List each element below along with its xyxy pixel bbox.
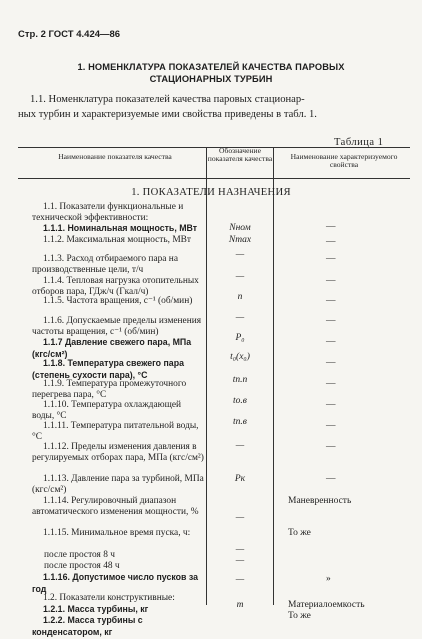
section-heading: 1. ПОКАЗАТЕЛИ НАЗНАЧЕНИЯ [131,187,291,198]
symbol-dash-r7: — [235,313,245,323]
property-dash-r10: — [326,379,336,389]
page-header: Стр. 2 ГОСТ 4.424—86 [18,29,121,40]
symbol-pk: Pк [234,474,246,484]
property-manoeuvrability: Маневренность [288,496,352,506]
row-1-1-3: 1.1.3. Расход отбираемого пара на производственные цели, т/ч [32,254,178,275]
column-header-symbol: Обозначение показателя качества [207,146,273,164]
row-1-1-7-text: 1.1.7 Давление свежего пара, МПа (кгс/см²) [32,337,192,359]
symbol-tpv: tп.в [233,417,247,427]
section-title-line2: СТАЦИОНАРНЫХ ТУРБИН [149,74,273,84]
symbol-dash-r15: — [235,513,245,523]
symbol-dash-r19: — [235,575,245,585]
symbol-dash-r17: — [235,545,245,555]
section-title-line1: 1. НОМЕНКЛАТУРА ПОКАЗАТЕЛЕЙ КАЧЕСТВА ПАРОВЫХ [77,62,345,72]
symbol-t0: t₀(x₀) [230,352,250,362]
property-dash-r7: — [326,316,336,326]
property-dash-r4: — [326,254,336,264]
property-material-intensity: Материалоемкость [288,600,365,610]
symbol-dash-r13: — [235,441,245,451]
row-downtime-48h: после простоя 48 ч [44,561,120,571]
column-header-property: Наименование характеризуемого свойства [290,152,398,170]
row-1-1-6: 1.1.6. Допускаемые пределы изменения частоты вращения, с⁻¹ (об/мин) [32,316,202,337]
property-dash-r3: — [326,237,336,247]
row-1-1-14: 1.1.14. Регулировочный диапазон автоматического изменения мощности, % [32,496,199,517]
symbol-n: n [237,292,243,302]
symbol-dash-r4: — [235,250,245,260]
symbol-n-nom: Nном [229,223,251,233]
row-1-2: 1.2. Показатели конструктивные: [43,593,175,603]
property-dash-r14: — [326,474,336,484]
column-divider-2 [273,147,274,605]
property-dash-r12: — [326,421,336,431]
column-header-name: Наименование показателя качества [58,152,172,161]
row-1-1-15: 1.1.15. Минимальное время пуска, ч: [43,528,191,538]
property-dash-r8: — [326,337,336,347]
row-1-1-4: 1.1.4. Тепловая нагрузка отопительных отборов пара, ГДж/ч (Гкал/ч) [32,276,199,297]
row-1-1-5: 1.1.5. Частота вращения, с⁻¹ (об/мин) [43,296,193,306]
row-downtime-8h: после простоя 8 ч [44,550,115,560]
symbol-m: m [236,600,244,610]
row-1-1-2: 1.1.2. Максимальная мощность, МВт [43,235,192,245]
row-1-1-1 [32,223,204,235]
row-1-1-13: 1.1.13. Давление пара за турбиной, МПа (кгс/см²) [32,474,204,495]
row-1-1-16-text: 1.1.16. Допустимое число пусков за год [32,572,199,594]
symbol-tpp: tп.п [232,375,248,385]
row-1-1: 1.1. Показатели функциональные и технической эффективности: [32,202,184,223]
row-1-2-2 [32,615,204,639]
intro-line1: 1.1. Номенклатура показателей качества паровых стационар- [30,94,305,105]
table-header-bottom-border [18,178,410,179]
row-1-1-11: 1.1.11. Температура питательной воды, °С [32,421,199,442]
property-same-1: То же [288,528,311,538]
row-1-1-12: 1.1.12. Пределы изменения давления в регулируемых отборах пара, МПа (кгс/см²) [32,442,204,463]
table-label: Таблица 1 [334,137,384,148]
symbol-p0: P₀ [235,333,245,343]
property-dash-r13: — [326,442,336,452]
property-dash-r6: — [326,296,336,306]
row-1-1-8-text: 1.1.8. Температура свежего пара (степень сухости пара), °С [32,358,184,380]
property-dash-r9: — [326,358,336,368]
column-divider-1 [206,147,207,605]
symbol-tov: tо.в [233,396,247,406]
property-same-2: То же [288,611,311,621]
row-1-2-2-text: 1.2.2. Масса турбины с конденсатором, кг [32,615,143,637]
property-ditto: » [326,574,331,584]
row-1-1-10: 1.1.10. Температура охлаждающей воды, °С [32,400,182,421]
intro-line2: ных турбин и характеризуемые ими свойства приведены в табл. 1. [18,109,317,120]
row-1-1-9: 1.1.9. Температура промежуточного перегрева пара, °С [32,379,187,400]
symbol-dash-r18: — [235,556,245,566]
symbol-n-max: Nmax [228,235,252,245]
row-1-1-1-text: 1.1.1. Номинальная мощность, МВт [43,223,198,233]
property-dash-r5: — [326,276,336,286]
property-dash-r11: — [326,400,336,410]
symbol-dash-r5: — [235,272,245,282]
property-dash-r2: — [326,222,336,232]
row-1-2-1-text: 1.2.1. Масса турбины, кг [43,604,149,614]
